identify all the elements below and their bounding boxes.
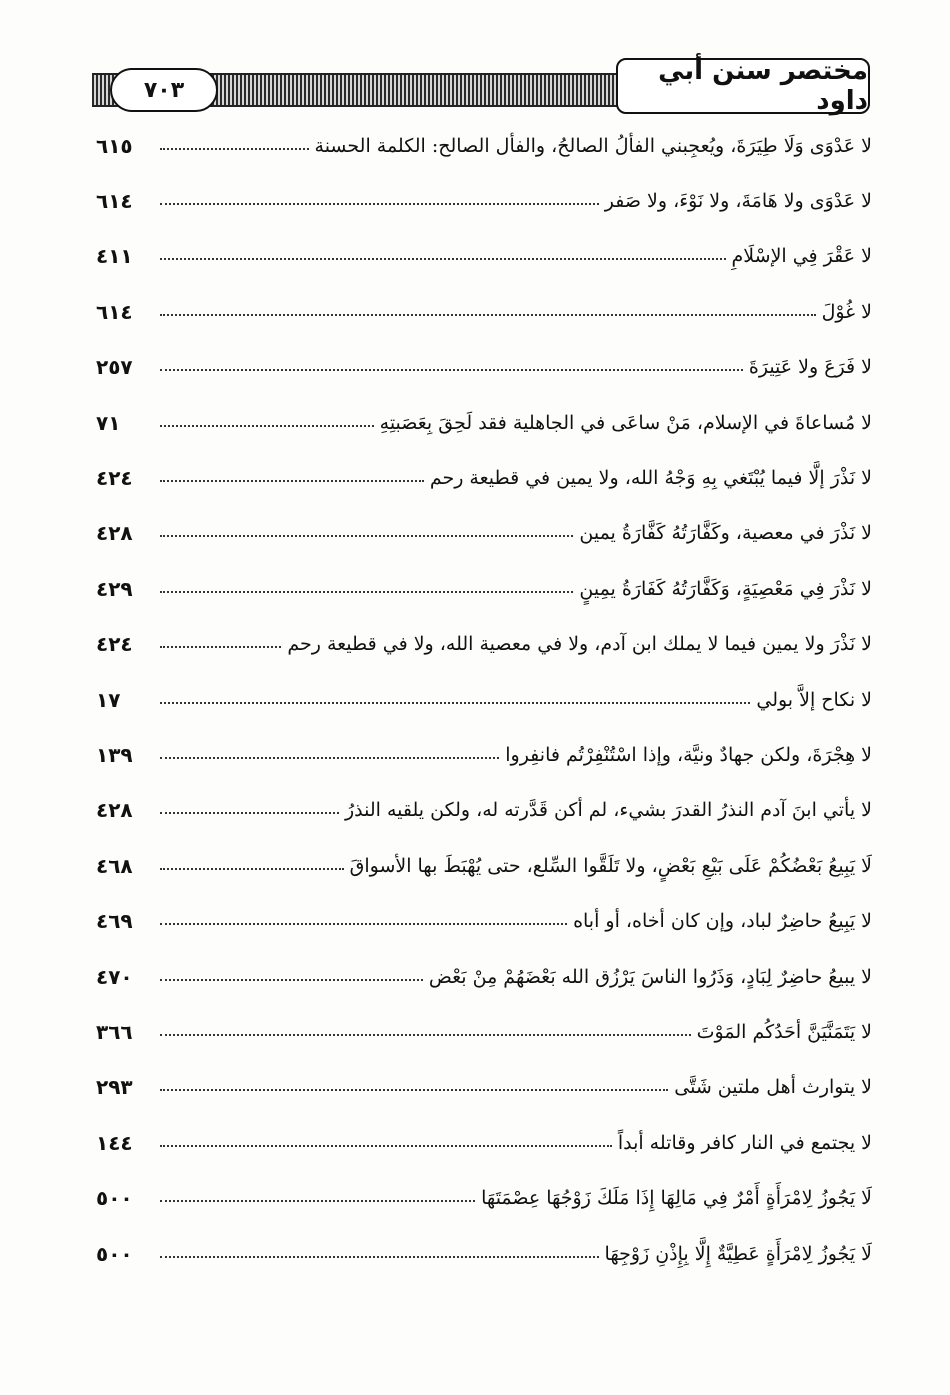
entry-page-number: ٤٢٨ <box>96 521 133 546</box>
entry-text: لا عَدْوَى وَلَا طِيَرَةَ، ويُعجِبني الفألُ الصالحُ، والفأل الصالح: الكلمة الحسنة <box>314 134 872 157</box>
entry-page-number: ٤٢٩ <box>96 576 133 601</box>
dot-leader <box>160 425 374 427</box>
entry-page-number: ٥٠٠ <box>96 1241 133 1266</box>
entry-page-number: ١٤٤ <box>96 1130 133 1155</box>
page-header <box>92 58 870 114</box>
index-entry <box>96 450 872 505</box>
entry-page-number: ١٧ <box>96 687 121 712</box>
index-entry <box>96 1115 872 1170</box>
entry-text: لا نَذْرَ ولا يمين فيما لا يملك ابن آدم، ولا في معصية الله، ولا في قطيعة رحم <box>287 633 872 656</box>
index-entry <box>96 783 872 838</box>
index-entry <box>96 1226 872 1281</box>
index-entry <box>96 1060 872 1115</box>
entry-page-number: ٤١١ <box>96 244 133 269</box>
entry-text: لا نكاح إلاَّ بولي <box>756 688 872 711</box>
dot-leader <box>160 757 499 759</box>
entry-page-number: ٢٥٧ <box>96 355 133 380</box>
entry-page-number: ٤٦٨ <box>96 853 133 878</box>
index-entry <box>96 617 872 672</box>
entry-text: لا مُساعاةَ في الإسلام، مَنْ ساعَى في الجاهلية فقد لَحِقَ بِعَصَبتِهِ <box>379 411 872 434</box>
entry-page-number: ٦١٤ <box>96 189 133 214</box>
dot-leader <box>160 1256 599 1258</box>
dot-leader <box>160 314 816 316</box>
entry-text: لا نَذْرَ في معصية، وكَفَّارَتُهُ كَفَّارَةُ يمين <box>579 522 872 545</box>
dot-leader <box>160 1034 691 1036</box>
index-entry <box>96 1004 872 1059</box>
dot-leader <box>160 923 567 925</box>
entry-page-number: ٥٠٠ <box>96 1186 133 1211</box>
entry-page-number: ٤٦٩ <box>96 909 133 934</box>
entry-text: لا غُوْلَ <box>821 300 872 323</box>
index-entry <box>96 949 872 1004</box>
entry-page-number: ٦١٥ <box>96 133 133 158</box>
entry-page-number: ٤٧٠ <box>96 964 133 989</box>
hadith-index-list <box>96 118 872 1281</box>
index-entry <box>96 118 872 173</box>
dot-leader <box>160 979 423 981</box>
entry-page-number: ٤٢٨ <box>96 798 133 823</box>
index-entry <box>96 284 872 339</box>
dot-leader <box>160 812 339 814</box>
page-number: ٧٠٣ <box>110 68 218 112</box>
entry-text: لا هِجْرَةَ، ولكن جهادٌ ونيَّة، وإذا اسْتُنْفِرْتُم فانفِروا <box>505 743 872 766</box>
entry-text: لا فَرَعَ ولا عَتِيرَةَ <box>748 356 872 379</box>
index-entry <box>96 838 872 893</box>
entry-page-number: ٧١ <box>96 410 121 435</box>
entry-text: لا يبيعُ حاضِرٌ لِبَادٍ، وَذَرُوا الناسَ يَرْزُق الله بَعْضَهُمْ مِنْ بَعْض <box>428 965 872 988</box>
book-title: مختصر سنن أبي داود <box>616 58 870 114</box>
entry-text: لا عَدْوَى ولا هَامَةَ، ولا نَوْءَ، ولا صَفر <box>604 190 872 213</box>
dot-leader <box>160 369 743 371</box>
entry-page-number: ٢٩٣ <box>96 1075 133 1100</box>
dot-leader <box>160 535 573 537</box>
index-entry <box>96 1170 872 1225</box>
entry-page-number: ١٣٩ <box>96 742 133 767</box>
entry-text: لَا يَجُوزُ لِامْرَأَةٍ عَطِيَّةٌ إِلَّا بِإِذْنِ زَوْجِهَا <box>604 1242 872 1265</box>
dot-leader <box>160 203 599 205</box>
entry-text: لَا يَبِيعُ بَعْضُكُمْ عَلَى بَيْعِ بَعْضٍ، ولا تَلَقَّوا السِّلع، حتى يُهْبَطَ بها الأسواقَ <box>349 854 872 877</box>
index-entry <box>96 173 872 228</box>
index-entry <box>96 672 872 727</box>
entry-text: لا نَذْرَ فِي مَعْصِيَةٍ، وَكَفَّارَتُهُ كَفَارَةُ يمِينٍ <box>579 577 872 600</box>
entry-text: لا يأتي ابنَ آدم النذرُ القدرَ بشيء، لم أكن قَدَّرته له، ولكن يلقيه النذرُ <box>344 799 872 822</box>
dot-leader <box>160 1200 475 1202</box>
entry-page-number: ٤٢٤ <box>96 632 133 657</box>
dot-leader <box>160 1145 612 1147</box>
entry-page-number: ٤٢٤ <box>96 466 133 491</box>
entry-text: لا عَقْرَ فِي الإسْلَامِ <box>731 245 872 268</box>
dot-leader <box>160 646 281 648</box>
entry-text: لا يجتمع في النار كافر وقاتله أبداً <box>617 1131 872 1154</box>
index-entry <box>96 340 872 395</box>
index-entry <box>96 727 872 782</box>
entry-text: لا نَذْرَ إلَّا فيما يُبْتَغي بِهِ وَجْهُ الله، ولا يمين في قطيعة رحم <box>429 467 872 490</box>
dot-leader <box>160 702 750 704</box>
entry-text: لا يَتَمَنَّيَنَّ أحَدُكُم المَوْتَ <box>696 1020 872 1043</box>
entry-text: لا يتوارث أهل ملتين شَتَّى <box>674 1076 872 1099</box>
index-entry <box>96 395 872 450</box>
index-entry <box>96 893 872 948</box>
dot-leader <box>160 148 309 150</box>
entry-page-number: ٣٦٦ <box>96 1019 133 1044</box>
dot-leader <box>160 480 424 482</box>
dot-leader <box>160 591 573 593</box>
dot-leader <box>160 1089 668 1091</box>
index-entry <box>96 561 872 616</box>
entry-text: لَا يَجُوزُ لِامْرَأَةٍ أَمْرٌ فِي مَالِهَا إِذَا مَلَكَ زَوْجُهَا عِصْمَتَهَا <box>481 1187 872 1210</box>
index-entry <box>96 506 872 561</box>
entry-text: لا يَبِيعُ حاضِرٌ لباد، وإن كان أخاه، أو أباه <box>573 910 872 933</box>
index-entry <box>96 229 872 284</box>
entry-page-number: ٦١٤ <box>96 299 133 324</box>
dot-leader <box>160 868 344 870</box>
dot-leader <box>160 258 726 260</box>
